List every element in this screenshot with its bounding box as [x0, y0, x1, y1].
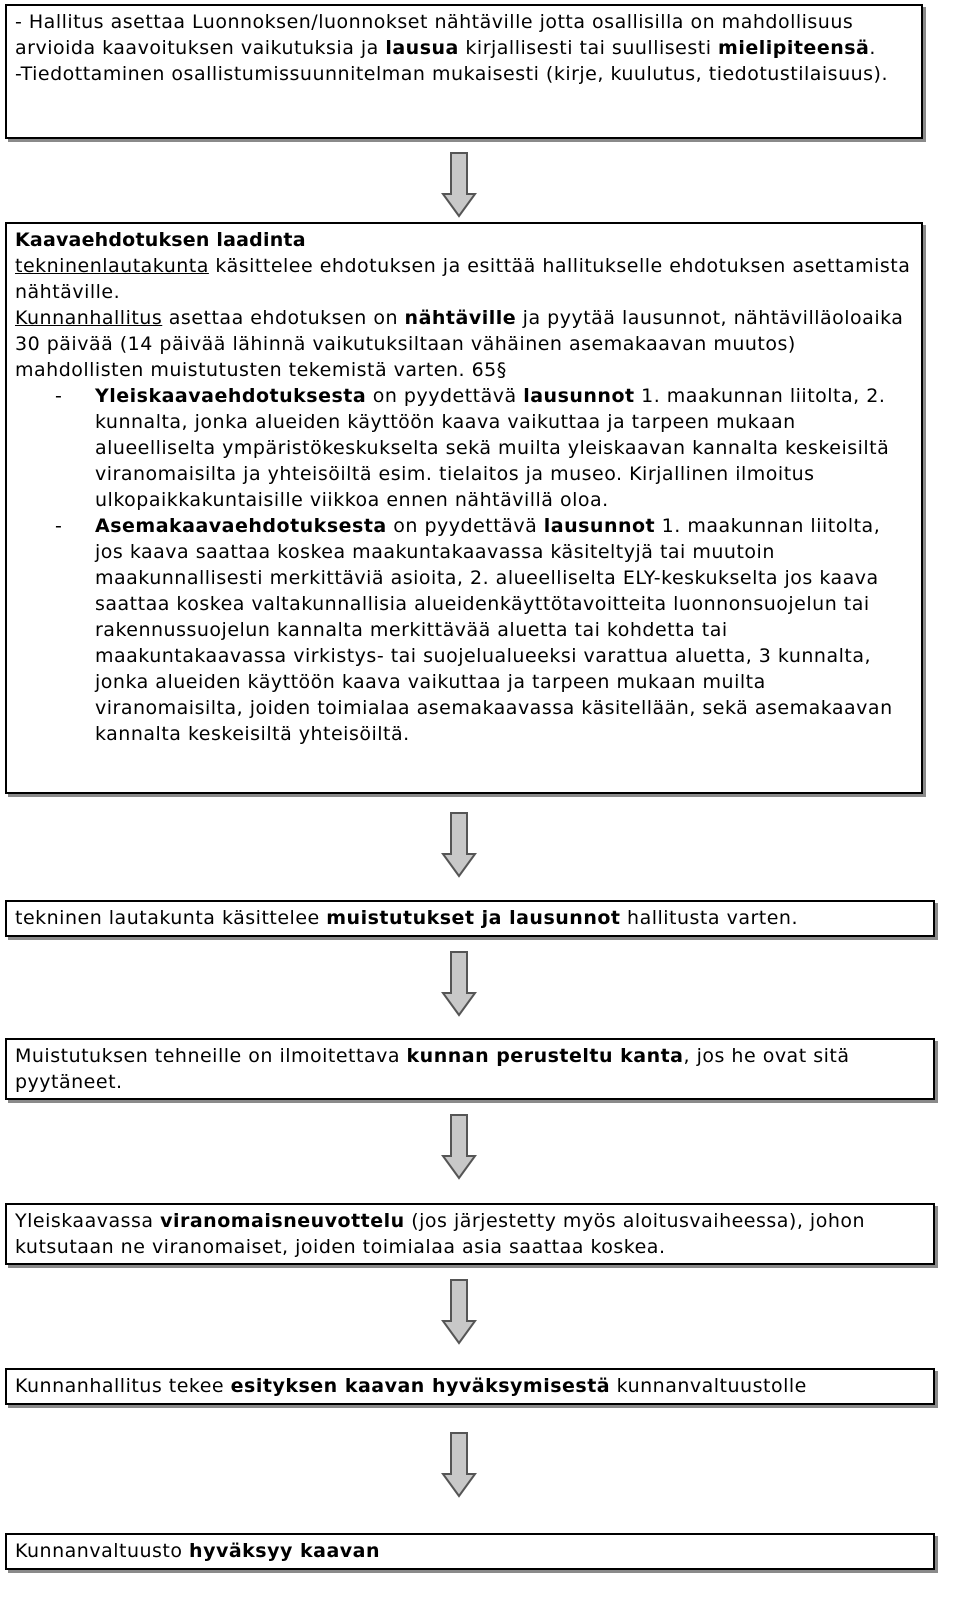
- down-arrow-icon: [441, 1279, 477, 1345]
- box4-text: Muistutuksen tehneille on ilmoitettava kunnan perusteltu kanta, jos he ovat sitä pyytäneet.: [15, 1045, 850, 1093]
- box1-paragraph-2: -Tiedottaminen osallistumissuunnitelman mukaisesti (kirje, kuulutus, tiedotustilaisuus).: [15, 63, 889, 85]
- step-notify: [5, 1038, 935, 1100]
- box6-text: Kunnanhallitus tekee esityksen kaavan hyväksymisestä kunnanvaltuustolle: [15, 1375, 807, 1397]
- step-council-approval: [5, 1533, 935, 1570]
- box2-list-item-2: - Asemakaavaehdotuksesta on pyydettävä lausunnot 1. maakunnan liitolta, jos kaava saattaa koskea maakuntakaavassa käsiteltyjä tai muutoin maakunnallisesti merkittäviä asioita, 2. alueelliselta ELY-keskukselta jos kaava saattaa koskea valtakunnallisia alueidenkäyttötavoitteita luonnonsuojelun tai rakennussuojelun kannalta merkittävää aluetta tai kohdetta tai maakuntakaavassa virkistys- tai suojelualueeksi varattua aluetta, 3 kunnalta, jonka alueiden käyttöön kaava vaikuttaa ja tarpeen mukaan muilta viranomaisilta, joiden toimialaa asemakaavassa käsitellään, sekä asemakaavan kannalta keskeisiltä yhteisöiltä.: [55, 515, 893, 745]
- box2-list-item-1: - Yleiskaavaehdotuksesta on pyydettävä lausunnot 1. maakunnan liitolta, 2. kunnalta, jonka alueiden käyttöön kaava vaikuttaa ja tarpeen mukaan alueelliselta ympäristökeskukselta sekä muilta yleiskaavan kannalta keskeisiltä viranomaisilta ja yhteisöiltä esim. tielaitos ja museo. Kirjallinen ilmoitus ulkopaikkakuntaisille viikkoa ennen nähtävillä oloa.: [55, 385, 890, 511]
- box2-title: Kaavaehdotuksen laadinta: [15, 229, 306, 251]
- down-arrow-icon: [441, 1114, 477, 1180]
- down-arrow-icon: [441, 812, 477, 878]
- box3-text: tekninen lautakunta käsittelee muistutukset ja lausunnot hallitusta varten.: [15, 907, 798, 929]
- step-proposal: [5, 222, 923, 794]
- step-board-review: [5, 900, 935, 937]
- box2-paragraph-1: tekninenlautakunta käsittelee ehdotuksen ja esittää hallitukselle ehdotuksen asettamista nähtäville.: [15, 255, 911, 303]
- box7-text: Kunnanvaltuusto hyväksyy kaavan: [15, 1540, 381, 1562]
- box5-text: Yleiskaavassa viranomaisneuvottelu (jos järjestetty myös aloitusvaiheessa), johon kutsutaan ne viranomaiset, joiden toimialaa asia saattaa koskea.: [15, 1210, 866, 1258]
- box1-paragraph-1: - Hallitus asettaa Luonnoksen/luonnokset nähtäville jotta osallisilla on mahdollisuus arvioida kaavoituksen vaikutuksia ja lausua kirjallisesti tai suullisesti mielipiteensä.: [15, 11, 876, 59]
- box2-paragraph-2: Kunnanhallitus asettaa ehdotuksen on nähtäville ja pyytää lausunnot, nähtävilläoloaika 30 päivää (14 päivää lähinnä vaikutuksiltaan vähäinen asemakaavan muutos) mahdollisten muistutusten tekemistä varten. 65§: [15, 307, 904, 381]
- step-authority-meeting: [5, 1203, 935, 1265]
- down-arrow-icon: [441, 951, 477, 1017]
- down-arrow-icon: [441, 1432, 477, 1498]
- step-board-proposal: [5, 1368, 935, 1405]
- step-draft-public: [5, 4, 923, 139]
- down-arrow-icon: [441, 152, 477, 218]
